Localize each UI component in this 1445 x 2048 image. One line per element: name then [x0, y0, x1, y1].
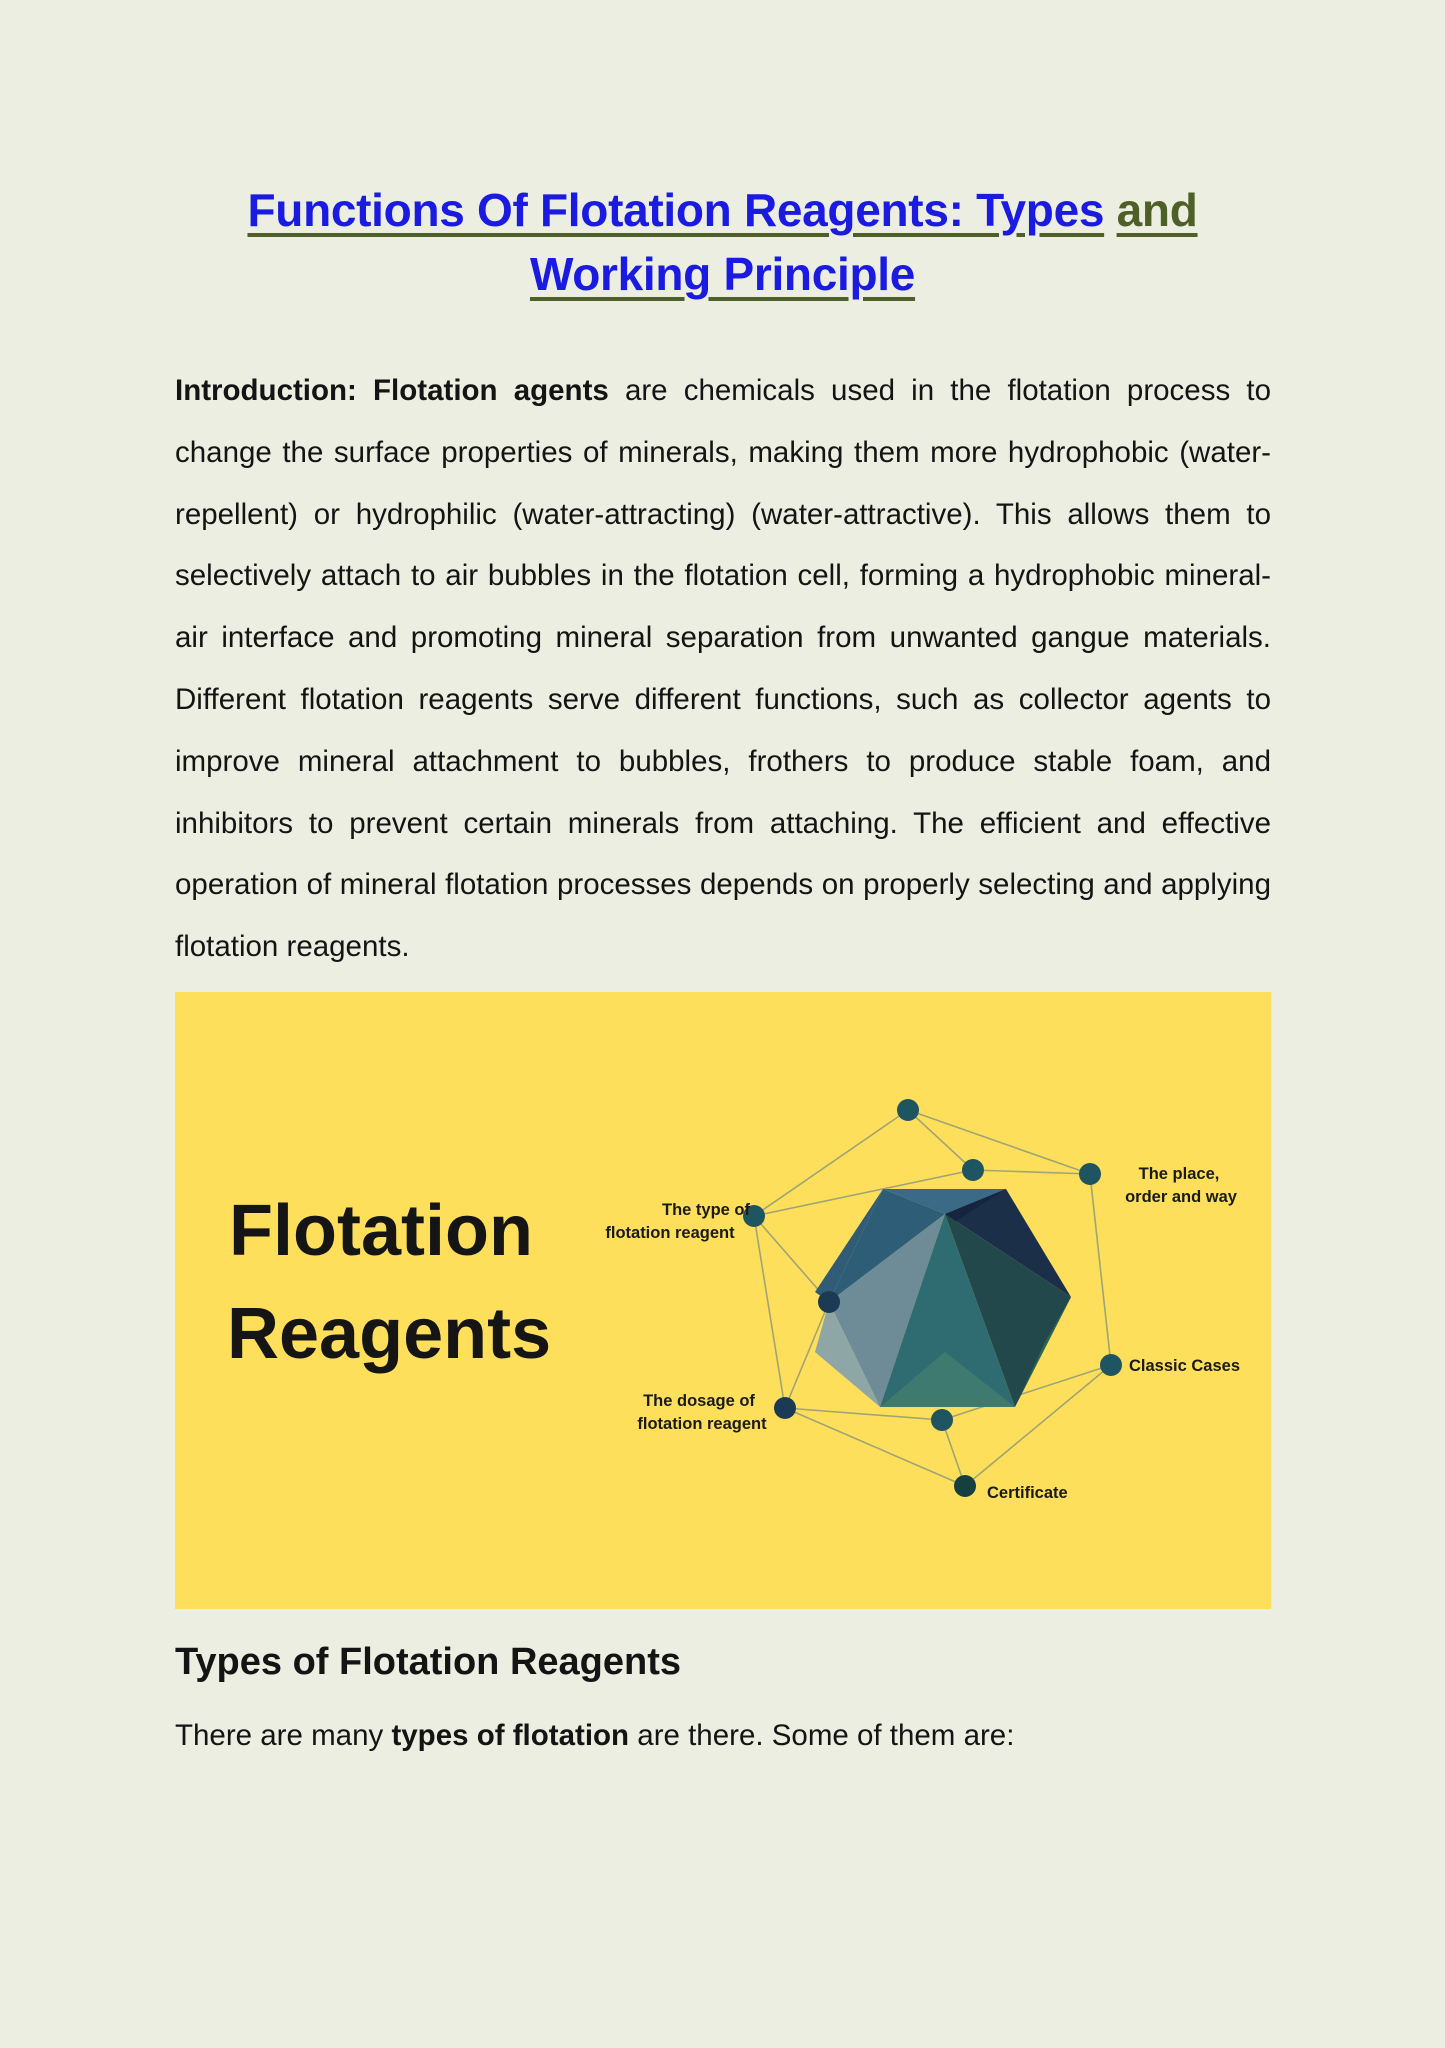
title-link-2[interactable]: Working Principle [529, 248, 916, 300]
node-certificate [954, 1475, 976, 1497]
types-text-before: There are many [175, 1719, 384, 1752]
label-type-line1: The type of [661, 1201, 751, 1219]
node-left-inner [818, 1291, 840, 1313]
figure-graphic [175, 992, 1271, 1609]
figure-title-line1: Flotation [229, 1191, 533, 1271]
page-title [175, 178, 1270, 306]
flotation-reagents-figure [175, 992, 1271, 1609]
label-place-line2: order and way [1125, 1188, 1237, 1206]
node-place [1079, 1163, 1101, 1185]
section-heading: Types of Flotation Reagents [175, 1641, 682, 1683]
label-dosage-line1: The dosage of [643, 1392, 755, 1410]
node-top [897, 1099, 919, 1121]
title-link[interactable]: Functions Of Flotation Reagents: Types [247, 184, 1105, 236]
node-upper-mid [962, 1159, 984, 1181]
node-lower-mid [931, 1409, 953, 1431]
types-text-bold: types of flotation [391, 1719, 630, 1752]
title-text-and: and [1116, 184, 1198, 236]
types-paragraph [175, 1708, 1014, 1764]
node-classic [1100, 1354, 1122, 1376]
types-text-after: are there. Some of them are: [637, 1719, 1015, 1752]
label-type-line2: flotation reagent [605, 1224, 735, 1242]
label-certificate: Certificate [987, 1484, 1068, 1502]
intro-label: Introduction: [175, 374, 357, 407]
figure-title-line2: Reagents [227, 1294, 552, 1374]
intro-term: Flotation agents [373, 374, 609, 407]
intro-paragraph [175, 360, 1271, 978]
polyhedron-shape [815, 1189, 1071, 1407]
label-place-line1: The place, [1138, 1165, 1220, 1183]
node-dosage [774, 1397, 796, 1419]
label-classic-cases: Classic Cases [1129, 1357, 1240, 1375]
label-dosage-line2: flotation reagent [637, 1415, 767, 1433]
intro-text: are chemicals used in the flotation process to change the surface properties of minerals, making them more hydrophobic (water-repellent) or hydrophilic (water-attracting) (water-attractive). This allows them to selectively attach to air bubbles in the flotation cell, forming a hydrophobic mineral-air interface and promoting mineral separation from unwanted gangue materials. Different flotation reagents serve different functions, such as collector agents to improve mineral attachment to bubbles, frothers to produce stable foam, and inhibitors to prevent certain minerals from attaching. The efficient and effective operation of mineral flotation processes depends on properly selecting and applying flotation reagents. [175, 374, 1271, 964]
